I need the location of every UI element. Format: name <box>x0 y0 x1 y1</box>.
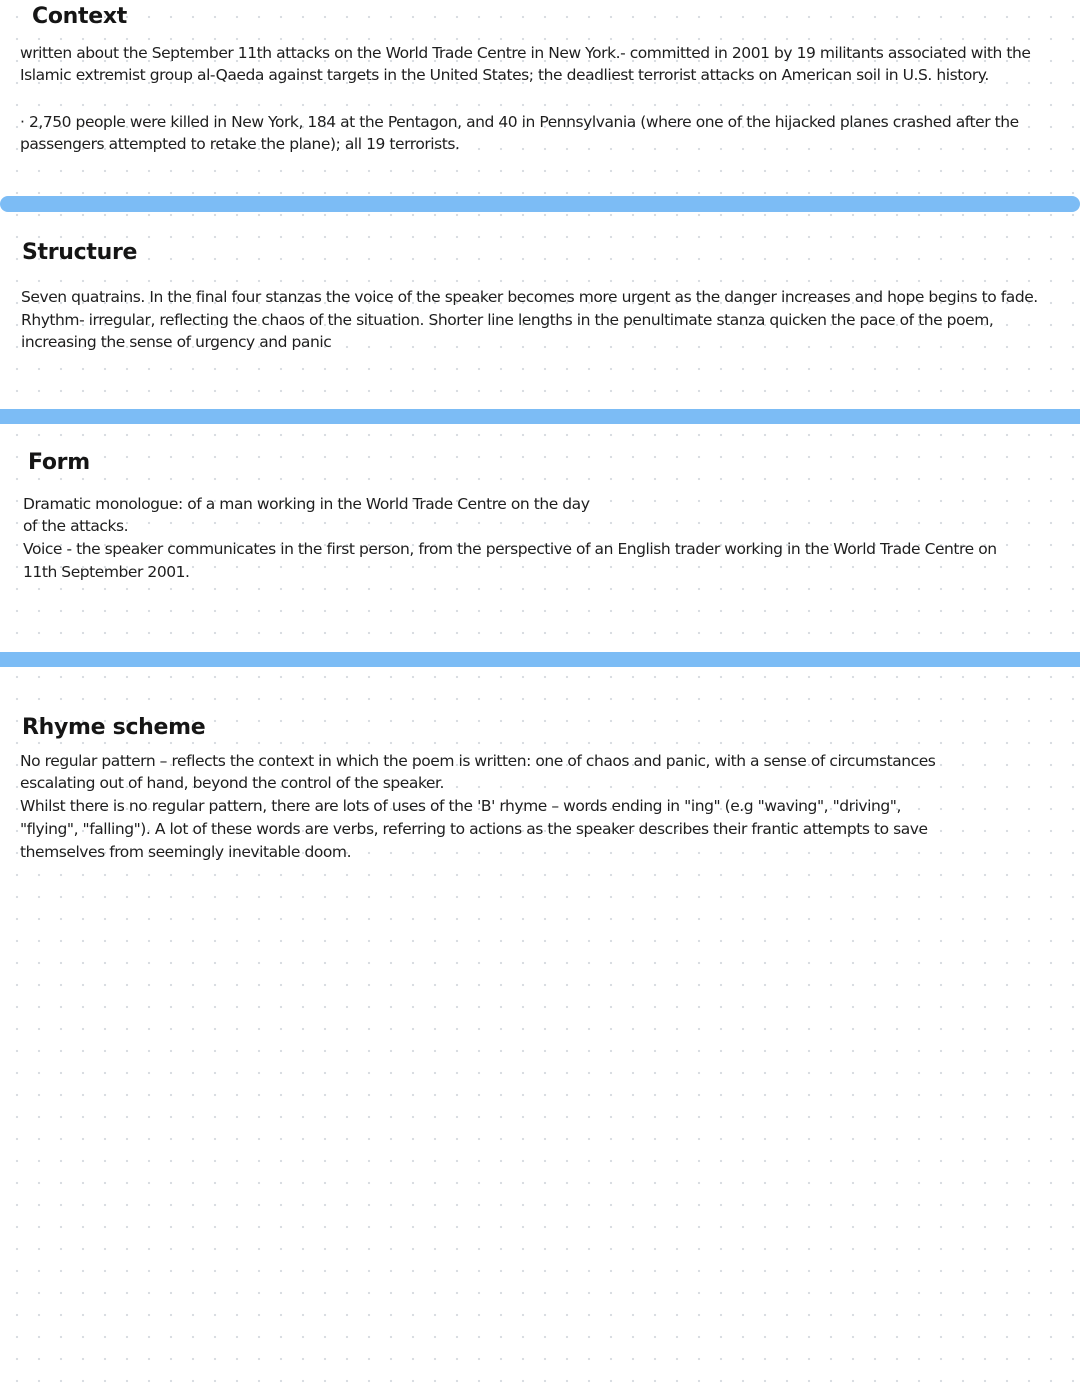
rhyme-line-3: Whilst there is no regular pattern, there are lots of uses of the 'B' rhyme – words ending in "ing" (e.g "waving", "driving", <box>20 797 901 815</box>
context-line-1: written about the September 11th attacks on the World Trade Centre in New York.- committed in 2001 by 19 militants associated with the <box>20 44 1031 62</box>
structure-line-2: Rhythm- irregular, reflecting the chaos of the situation. Shorter line lengths in the penultimate stanza quicken the pace of the poem, <box>21 311 994 329</box>
form-heading: Form <box>28 450 90 475</box>
form-line-4: 11th September 2001. <box>23 563 190 581</box>
form-line-3: Voice - the speaker communicates in the first person, from the perspective of an English trader working in the World Trade Centre on <box>23 540 997 558</box>
context-line-2: Islamic extremist group al-Qaeda against targets in the United States; the deadliest terrorist attacks on American soil in U.S. history. <box>20 66 989 84</box>
form-line-2: of the attacks. <box>23 517 129 535</box>
form-line-1: Dramatic monologue: of a man working in the World Trade Centre on the day <box>23 495 590 513</box>
structure-line-3: increasing the sense of urgency and panic <box>21 333 332 351</box>
rhyme-line-5: themselves from seemingly inevitable doom. <box>20 843 352 861</box>
context-heading: Context <box>32 4 127 29</box>
context-line-3: · 2,750 people were killed in New York, 184 at the Pentagon, and 40 in Pennsylvania (where one of the hijacked planes crashed after the <box>20 113 1019 131</box>
structure-heading: Structure <box>22 240 138 265</box>
rhyme-heading: Rhyme scheme <box>22 715 206 740</box>
section-divider <box>0 652 1080 667</box>
rhyme-line-2: escalating out of hand, beyond the control of the speaker. <box>20 774 444 792</box>
rhyme-line-1: No regular pattern – reflects the context in which the poem is written: one of chaos and panic, with a sense of circumstances <box>20 752 936 770</box>
rhyme-line-4: "flying", "falling"). A lot of these words are verbs, referring to actions as the speaker describes their frantic attempts to save <box>20 820 928 838</box>
structure-line-1: Seven quatrains. In the final four stanzas the voice of the speaker becomes more urgent as the danger increases and hope begins to fade. <box>21 288 1038 306</box>
section-divider <box>0 196 1080 212</box>
section-divider <box>0 409 1080 424</box>
context-line-4: passengers attempted to retake the plane); all 19 terrorists. <box>20 135 460 153</box>
